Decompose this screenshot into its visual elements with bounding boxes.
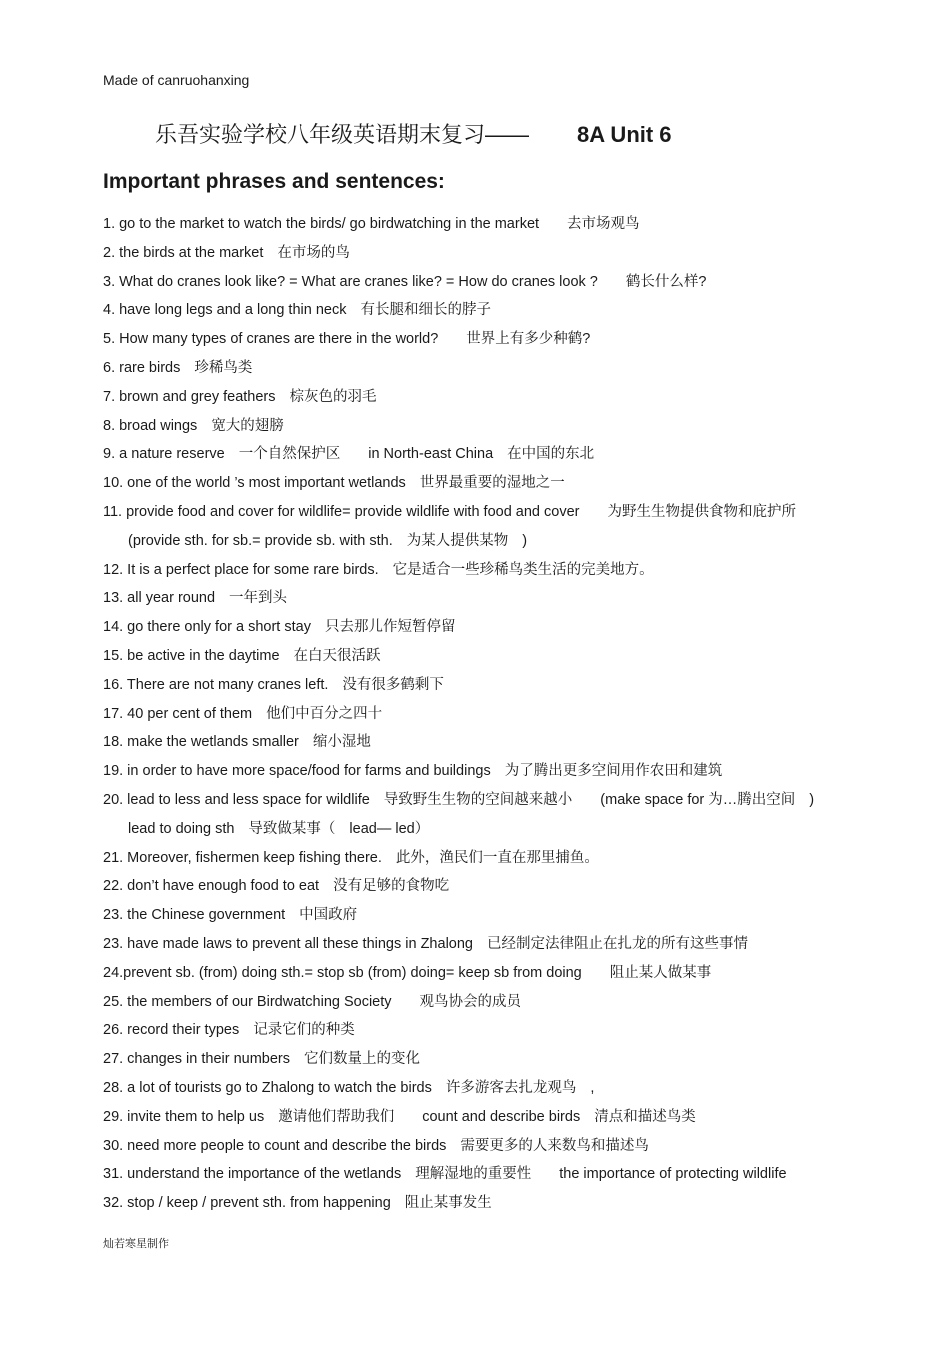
list-item: lead to doing sth 导致做某事（ lead— led） [128,820,430,837]
list-item: 19. in order to have more space/food for farms and buildings 为了腾出更多空间用作农田和建筑 [103,763,723,780]
list-item: 17. 40 per cent of them 他们中百分之四十 [103,705,383,722]
list-item: (provide sth. for sb.= provide sb. with sth. 为某人提供某物 ) [128,532,528,549]
list-item: 20. lead to less and less space for wildlife 导致野生生物的空间越来越小 (make space for 为…腾出空间 ) [103,791,815,808]
list-item: 12. It is a perfect place for some rare birds. 它是适合一些珍稀鸟类生活的完美地方。 [103,561,654,578]
list-item: 28. a lot of tourists go to Zhalong to watch the birds 许多游客去扎龙观鸟 , [103,1079,595,1096]
list-item: 23. the Chinese government 中国政府 [103,907,358,924]
list-item: 25. the members of our Birdwatching Society 观鸟协会的成员 [103,993,522,1010]
list-item: 29. invite them to help us 邀请他们帮助我们 count and describe birds 清点和描述鸟类 [103,1108,696,1125]
list-item: 30. need more people to count and describe the birds 需要更多的人来数鸟和描述鸟 [103,1137,649,1154]
list-item: 24.prevent sb. (from) doing sth.= stop sb (from) doing= keep sb from doing 阻止某人做某事 [103,964,712,981]
header-note: Made of canruohanxing [103,72,250,88]
footer-note: 灿若寒星制作 [103,1237,169,1250]
list-item: 10. one of the world ’s most important wetlands 世界最重要的湿地之一 [103,475,565,492]
list-item: 27. changes in their numbers 它们数量上的变化 [103,1051,420,1068]
list-item: 22. don’t have enough food to eat 没有足够的食物吃 [103,878,450,895]
list-item: 16. There are not many cranes left. 没有很多鹤剩下 [103,676,444,693]
page-title [155,118,672,149]
list-item: 8. broad wings 宽大的翅膀 [103,417,284,434]
list-item: 7. brown and grey feathers 棕灰色的羽毛 [103,388,377,405]
list-item: 31. understand the importance of the wetlands 理解湿地的重要性 the importance of protecting wildlife [103,1166,787,1183]
list-item: 2. the birds at the market 在市场的鸟 [103,244,350,261]
section-heading: Important phrases and sentences: [103,170,445,193]
list-item: 32. stop / keep / prevent sth. from happening 阻止某事发生 [103,1195,492,1212]
list-item: 9. a nature reserve 一个自然保护区 in North-east China 在中国的东北 [103,446,595,463]
list-item: 13. all year round 一年到头 [103,590,288,607]
list-item: 14. go there only for a short stay 只去那儿作短暂停留 [103,619,456,636]
title-unit: 8A Unit 6 [577,122,672,147]
list-item: 6. rare birds 珍稀鸟类 [103,359,253,376]
list-item: 5. How many types of cranes are there in the world? 世界上有多少种鹤? [103,331,591,348]
title-chinese: 乐吾实验学校八年级英语期末复习—— [155,122,530,147]
list-item: 18. make the wetlands smaller 缩小湿地 [103,734,371,751]
list-item: 15. be active in the daytime 在白天很活跃 [103,647,381,664]
phrase-list [103,213,843,1221]
list-item: 21. Moreover, fishermen keep fishing there. 此外，渔民们一直在那里捕鱼。 [103,849,599,866]
list-item: 4. have long legs and a long thin neck 有长腿和细长的脖子 [103,302,491,319]
list-item: 11. provide food and cover for wildlife= provide wildlife with food and cover 为野生生物提供食物和庇护所 [103,503,796,520]
list-item: 26. record their types 记录它们的种类 [103,1022,355,1039]
list-item: 3. What do cranes look like? = What are cranes like? = How do cranes look ? 鹤长什么样? [103,273,707,290]
list-item: 23. have made laws to prevent all these things in Zhalong 已经制定法律阻止在扎龙的所有这些事情 [103,935,748,952]
list-item: 1. go to the market to watch the birds/ go birdwatching in the market 去市场观鸟 [103,216,640,232]
